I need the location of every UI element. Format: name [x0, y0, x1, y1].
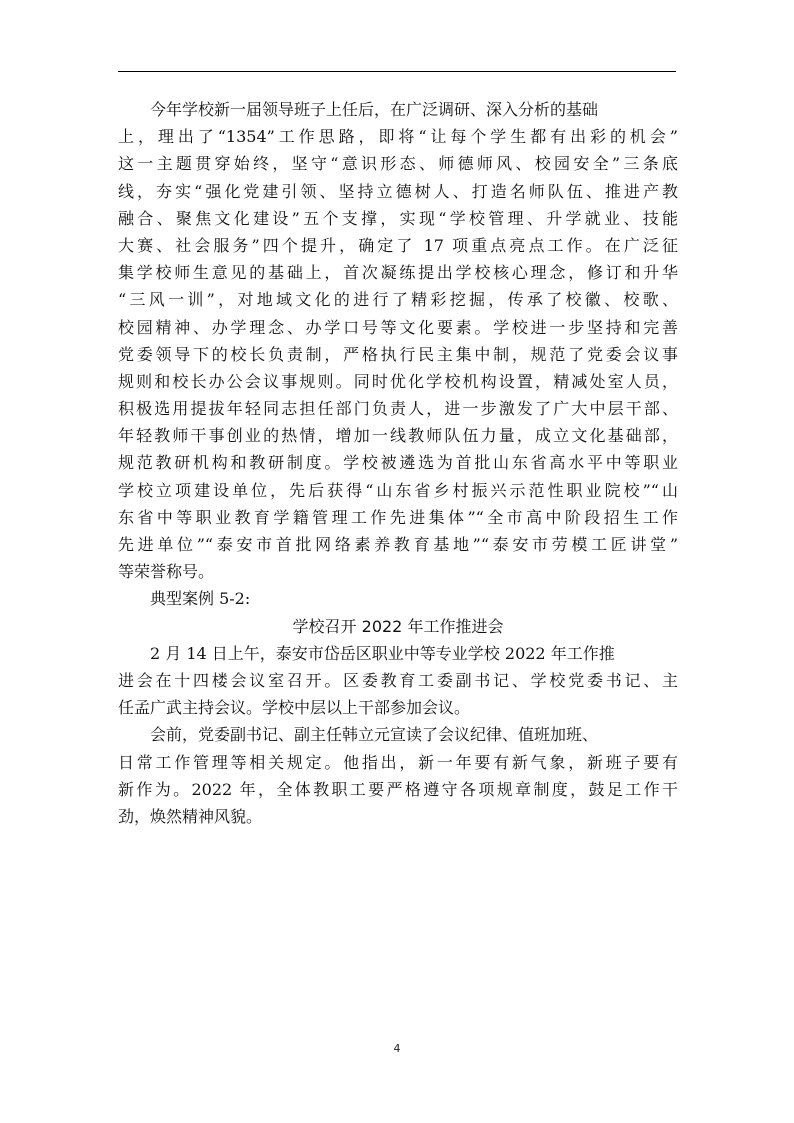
text-line: “三风一训”，对地域文化的进行了精彩挖掘，传承了校徽、校歌、 [118, 290, 678, 310]
case-label: 典型案例 5-2: [150, 589, 251, 609]
text-line: 这一主题贯穿始终，坚守“意识形态、师德师风、校园安全”三条底 [118, 154, 678, 174]
text-line: 规则和校长办公会议事规则。同时优化学校机构设置，精减处室人员， [118, 371, 678, 391]
text-line: 先进单位”“泰安市首批网络素养教育基地”“泰安市劳模工匠讲堂” [118, 535, 678, 554]
text-line: 进会在十四楼会议室召开。区委教育工委副书记、学校党委书记、主 [118, 670, 678, 690]
paragraph-meeting-intro [118, 640, 678, 722]
text-line: 会前，党委副书记、副主任韩立元宣读了会议纪律、值班加班、 [150, 725, 599, 745]
text-line: 线，夯实“强化党建引领、坚持立德树人、打造名师队伍、推进产教 [118, 181, 678, 201]
document-body [118, 96, 678, 830]
text-line: 集学校师生意见的基础上，首次凝练提出学校核心理念，修订和升华 [118, 263, 678, 283]
text-line: 融合、聚焦文化建设”五个支撑，实现“学校管理、升学就业、技能 [118, 208, 678, 228]
page-number: 4 [393, 1042, 401, 1055]
text-line: 2 月 14 日上午，泰安市岱岳区职业中等专业学校 2022 年工作推 [150, 643, 615, 663]
text-line: 校园精神、办学理念、办学口号等文化要素。学校进一步坚持和完善 [118, 317, 678, 337]
text-line: 新作为。2022 年，全体教职工要严格遵守各项规章制度，鼓足工作干 [118, 779, 678, 799]
text-line: 任孟广武主持会议。学校中层以上干部参加会议。 [118, 698, 471, 718]
paragraph-meeting-rules [118, 721, 678, 830]
paragraph-school-leadership [118, 96, 678, 585]
case-title: 学校召开 2022 年工作推进会 [292, 616, 504, 636]
text-line: 东省中等职业教育学籍管理工作先进集体”“全市高中阶段招生工作 [118, 507, 678, 527]
text-line: 党委领导下的校长负责制，严格执行民主集中制，规范了党委会议事 [118, 344, 678, 364]
text-line: 积极选用提拔年轻同志担任部门负责人，进一步激发了广大中层干部、 [118, 399, 678, 419]
text-line: 规范教研机构和教研制度。学校被遴选为首批山东省高水平中等职业 [118, 453, 678, 473]
text-line: 等荣誉称号。 [118, 562, 215, 582]
text-line: 大赛、社会服务”四个提升，确定了 17 项重点亮点工作。在广泛征 [118, 235, 678, 255]
text-line: 劲，焕然精神风貌。 [118, 806, 263, 826]
text-line: 上，理出了“1354”工作思路，即将“让每个学生都有出彩的机会” [118, 127, 678, 147]
text-line: 学校立项建设单位，先后获得“山东省乡村振兴示范性职业院校”“山 [118, 480, 678, 500]
text-line: 今年学校新一届领导班子上任后，在广泛调研、深入分析的基础 [150, 100, 599, 119]
header-rule [118, 71, 676, 72]
text-line: 年轻教师干事创业的热情，增加一线教师队伍力量，成立文化基础部， [118, 426, 678, 446]
text-line: 日常工作管理等相关规定。他指出，新一年要有新气象，新班子要有 [118, 752, 678, 772]
